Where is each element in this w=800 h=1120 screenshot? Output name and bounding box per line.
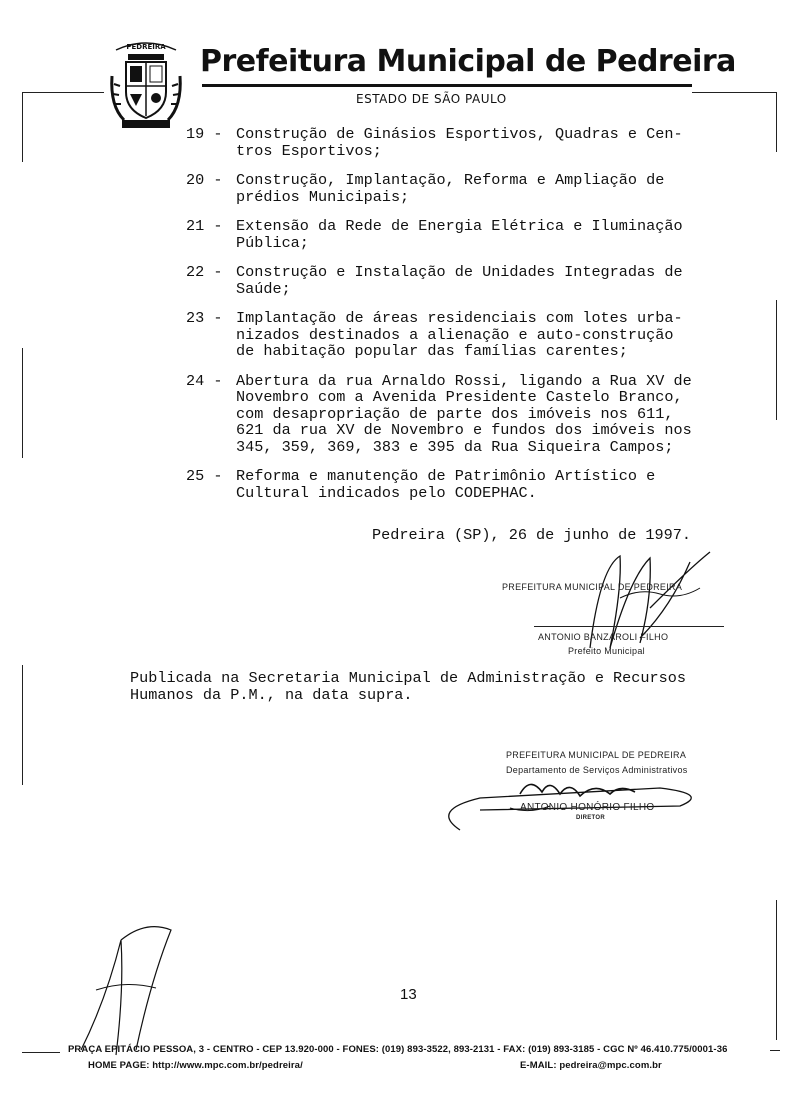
margin-initials (76, 920, 186, 1060)
item-text: Extensão da Rede de Energia Elétrica e Iluminação Pública; (236, 217, 683, 252)
list-item (186, 373, 726, 456)
date-line: Pedreira (SP), 26 de junho de 1997. (372, 526, 691, 544)
frame-top-left (22, 92, 104, 93)
item-number: 20 - (186, 171, 223, 189)
frame-bottom-right (770, 1050, 780, 1051)
list-item (186, 126, 726, 159)
item-text: Reforma e manutenção de Patrimônio Artístico e Cultural indicados pelo CODEPHAC. (236, 467, 656, 502)
list-item (186, 172, 726, 205)
item-number: 21 - (186, 217, 223, 235)
item-text: Implantação de áreas residenciais com lotes urba- nizados destinados a alienação e auto-construção de habitação popular das famílias carentes; (236, 309, 683, 360)
item-text: Abertura da rua Arnaldo Rossi, ligando a Rua XV de Novembro com a Avenida Presidente Castelo Branco, com desapropriação de parte dos imóveis nos 611, 621 da rua XV de Novembro e fundos dos imóveis nos 345, 359, 369, 383 e 395 da Rua Siqueira Campos; (236, 371, 692, 456)
frame-left-upper (22, 92, 23, 162)
item-text: Construção, Implantação, Reforma e Ampliação de prédios Municipais; (236, 171, 665, 206)
item-text: Construção de Ginásios Esportivos, Quadras e Cen- tros Esportivos; (236, 125, 683, 160)
mayor-stamp-name: ANTONIO BANZAROLI FILHO (538, 632, 669, 642)
frame-left-mid (22, 348, 23, 458)
item-number: 19 - (186, 125, 223, 143)
frame-right-upper (776, 92, 777, 152)
director-stamp-dept: Departamento de Serviços Administrativos (506, 765, 688, 775)
footer-homepage: HOME PAGE: http://www.mpc.com.br/pedreira/ (88, 1060, 303, 1071)
list-item (186, 468, 726, 501)
mayor-stamp-org: PREFEITURA MUNICIPAL DE PEDREIRA (502, 582, 683, 592)
crest-lettering: PEDREIRA (126, 43, 166, 51)
director-stamp-role: DIRETOR (576, 815, 605, 821)
list-item (186, 218, 726, 251)
municipal-crest (108, 36, 184, 132)
director-stamp-org: PREFEITURA MUNICIPAL DE PEDREIRA (506, 750, 687, 760)
page-number: 13 (400, 986, 417, 1003)
list-item (186, 264, 726, 297)
frame-right-mid (776, 300, 777, 420)
state-subtitle: ESTADO DE SÃO PAULO (356, 92, 507, 106)
director-stamp-name: ANTONIO HONÓRIO FILHO (520, 802, 655, 813)
mayor-stamp-rule (534, 626, 724, 627)
item-number: 22 - (186, 263, 223, 281)
item-number: 23 - (186, 309, 223, 327)
item-list (186, 126, 726, 514)
frame-left-lower (22, 665, 23, 785)
publication-note: Publicada na Secretaria Municipal de Administração e Recursos Humanos da P.M., na data supra. (130, 669, 686, 704)
title-underline (202, 84, 692, 87)
frame-bottom-left (22, 1052, 60, 1053)
item-number: 24 - (186, 371, 223, 390)
frame-top-right (692, 92, 776, 93)
page-title: Prefeitura Municipal de Pedreira (200, 44, 736, 79)
footer-email: E-MAIL: pedreira@mpc.com.br (520, 1060, 662, 1071)
footer-address: PRAÇA EPITÁCIO PESSOA, 3 - CENTRO - CEP 13.920-000 - FONES: (019) 893-3522, 893-2131 - FAX: (019) 893-3185 - CGC Nº 46.410.775/0001-36 (68, 1044, 728, 1055)
list-item (186, 310, 726, 360)
item-number: 25 - (186, 467, 223, 485)
frame-right-lower (776, 900, 777, 1040)
item-text: Construção e Instalação de Unidades Integradas de Saúde; (236, 263, 683, 298)
mayor-stamp-role: Prefeito Municipal (568, 646, 645, 656)
